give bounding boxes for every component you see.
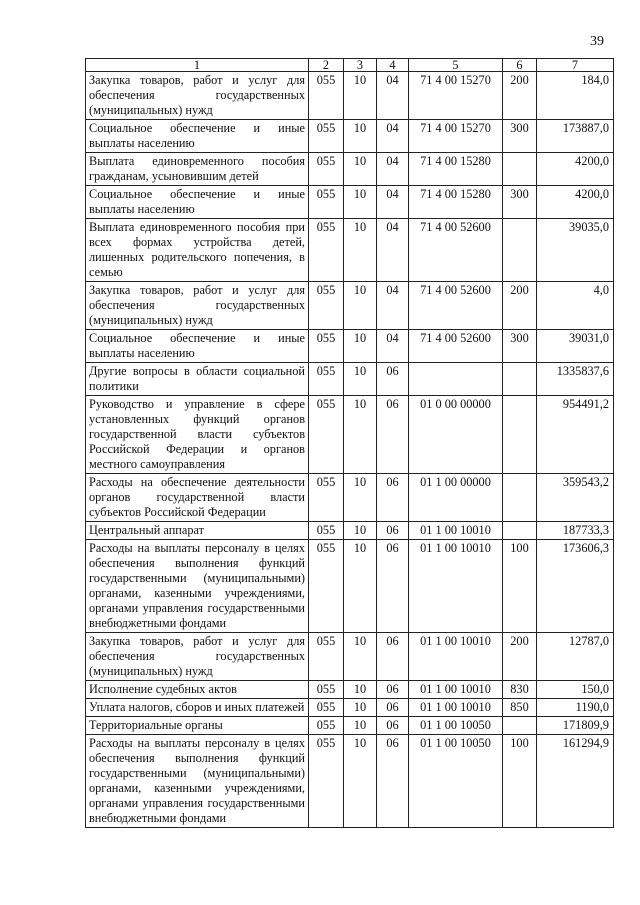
- target-article-cell: 71 4 00 15270: [409, 120, 503, 153]
- table-row: [86, 735, 614, 828]
- table-row: [86, 396, 614, 474]
- ved-code-cell: 055: [309, 330, 344, 363]
- subsection-code-cell: 04: [377, 186, 409, 219]
- header-cell: 6: [503, 59, 537, 72]
- table-row: [86, 474, 614, 522]
- section-code-cell: 10: [344, 186, 377, 219]
- amount-cell: 1190,0: [537, 699, 614, 717]
- subsection-code-cell: 06: [377, 474, 409, 522]
- table-row: [86, 330, 614, 363]
- table-row: [86, 120, 614, 153]
- expense-type-cell: 850: [503, 699, 537, 717]
- amount-cell: 359543,2: [537, 474, 614, 522]
- row-name-cell: Уплата налогов, сборов и иных платежей: [86, 699, 309, 717]
- section-code-cell: 10: [344, 120, 377, 153]
- row-name-cell: Территориальные органы: [86, 717, 309, 735]
- subsection-code-cell: 06: [377, 633, 409, 681]
- ved-code-cell: 055: [309, 717, 344, 735]
- subsection-code-cell: 04: [377, 153, 409, 186]
- expense-type-cell: 200: [503, 72, 537, 120]
- subsection-code-cell: 06: [377, 681, 409, 699]
- section-code-cell: 10: [344, 72, 377, 120]
- subsection-code-cell: 06: [377, 522, 409, 540]
- header-cell: 5: [409, 59, 503, 72]
- row-name-cell: Выплата единовременного пособия гражданам, усыновившим детей: [86, 153, 309, 186]
- section-code-cell: 10: [344, 396, 377, 474]
- target-article-cell: 71 4 00 15270: [409, 72, 503, 120]
- section-code-cell: 10: [344, 717, 377, 735]
- amount-cell: 187733,3: [537, 522, 614, 540]
- expense-type-cell: [503, 522, 537, 540]
- table-body: [86, 72, 614, 828]
- subsection-code-cell: 06: [377, 699, 409, 717]
- section-code-cell: 10: [344, 330, 377, 363]
- target-article-cell: 71 4 00 52600: [409, 330, 503, 363]
- ved-code-cell: 055: [309, 735, 344, 828]
- row-name-cell: Расходы на выплаты персоналу в целях обеспечения выполнения функций государственными (муниципальными) органами, казенными учреждениями, органами управления государственными внебюджетными фондами: [86, 540, 309, 633]
- table-row: [86, 633, 614, 681]
- amount-cell: 39031,0: [537, 330, 614, 363]
- expense-type-cell: 200: [503, 633, 537, 681]
- amount-cell: 39035,0: [537, 219, 614, 282]
- table-row: [86, 186, 614, 219]
- budget-table: [85, 58, 614, 828]
- subsection-code-cell: 04: [377, 330, 409, 363]
- table-row: [86, 681, 614, 699]
- ved-code-cell: 055: [309, 186, 344, 219]
- expense-type-cell: [503, 717, 537, 735]
- target-article-cell: 01 1 00 10010: [409, 699, 503, 717]
- subsection-code-cell: 06: [377, 396, 409, 474]
- subsection-code-cell: 06: [377, 735, 409, 828]
- subsection-code-cell: 04: [377, 120, 409, 153]
- subsection-code-cell: 04: [377, 219, 409, 282]
- expense-type-cell: 300: [503, 120, 537, 153]
- target-article-cell: 71 4 00 52600: [409, 219, 503, 282]
- row-name-cell: Центральный аппарат: [86, 522, 309, 540]
- header-row: [86, 59, 614, 72]
- header-cell: 1: [86, 59, 309, 72]
- subsection-code-cell: 04: [377, 72, 409, 120]
- target-article-cell: 01 1 00 10010: [409, 633, 503, 681]
- row-name-cell: Расходы на выплаты персоналу в целях обеспечения выполнения функций государственными (муниципальными) органами, казенными учреждениями, органами управления государственными внебюджетными фондами: [86, 735, 309, 828]
- expense-type-cell: [503, 219, 537, 282]
- section-code-cell: 10: [344, 633, 377, 681]
- target-article-cell: 01 1 00 10050: [409, 735, 503, 828]
- target-article-cell: 71 4 00 15280: [409, 186, 503, 219]
- table-row: [86, 699, 614, 717]
- section-code-cell: 10: [344, 219, 377, 282]
- expense-type-cell: 200: [503, 282, 537, 330]
- expense-type-cell: 830: [503, 681, 537, 699]
- table-row: [86, 717, 614, 735]
- target-article-cell: [409, 363, 503, 396]
- expense-type-cell: 300: [503, 330, 537, 363]
- section-code-cell: 10: [344, 699, 377, 717]
- row-name-cell: Руководство и управление в сфере установленных функций органов государственной власти субъектов Российской Федерации и органов местного самоуправления: [86, 396, 309, 474]
- amount-cell: 150,0: [537, 681, 614, 699]
- header-cell: 7: [537, 59, 614, 72]
- amount-cell: 161294,9: [537, 735, 614, 828]
- row-name-cell: Социальное обеспечение и иные выплаты населению: [86, 186, 309, 219]
- row-name-cell: Социальное обеспечение и иные выплаты населению: [86, 120, 309, 153]
- ved-code-cell: 055: [309, 72, 344, 120]
- target-article-cell: 01 0 00 00000: [409, 396, 503, 474]
- target-article-cell: 01 1 00 10010: [409, 522, 503, 540]
- amount-cell: 954491,2: [537, 396, 614, 474]
- amount-cell: 173887,0: [537, 120, 614, 153]
- row-name-cell: Выплата единовременного пособия при всех формах устройства детей, лишенных родительского попечения, в семью: [86, 219, 309, 282]
- section-code-cell: 10: [344, 540, 377, 633]
- ved-code-cell: 055: [309, 474, 344, 522]
- header-cell: 2: [309, 59, 344, 72]
- ved-code-cell: 055: [309, 396, 344, 474]
- header-cell: 4: [377, 59, 409, 72]
- subsection-code-cell: 04: [377, 282, 409, 330]
- ved-code-cell: 055: [309, 120, 344, 153]
- amount-cell: 184,0: [537, 72, 614, 120]
- expense-type-cell: [503, 396, 537, 474]
- ved-code-cell: 055: [309, 681, 344, 699]
- target-article-cell: 01 1 00 00000: [409, 474, 503, 522]
- header-cell: 3: [344, 59, 377, 72]
- subsection-code-cell: 06: [377, 363, 409, 396]
- subsection-code-cell: 06: [377, 540, 409, 633]
- section-code-cell: 10: [344, 282, 377, 330]
- target-article-cell: 71 4 00 15280: [409, 153, 503, 186]
- amount-cell: 173606,3: [537, 540, 614, 633]
- amount-cell: 4200,0: [537, 186, 614, 219]
- section-code-cell: 10: [344, 474, 377, 522]
- expense-type-cell: [503, 474, 537, 522]
- section-code-cell: 10: [344, 363, 377, 396]
- section-code-cell: 10: [344, 522, 377, 540]
- ved-code-cell: 055: [309, 153, 344, 186]
- amount-cell: 4200,0: [537, 153, 614, 186]
- target-article-cell: 01 1 00 10050: [409, 717, 503, 735]
- row-name-cell: Закупка товаров, работ и услуг для обеспечения государственных (муниципальных) нужд: [86, 72, 309, 120]
- table-row: [86, 219, 614, 282]
- expense-type-cell: [503, 153, 537, 186]
- expense-type-cell: 100: [503, 735, 537, 828]
- ved-code-cell: 055: [309, 282, 344, 330]
- ved-code-cell: 055: [309, 522, 344, 540]
- section-code-cell: 10: [344, 681, 377, 699]
- expense-type-cell: 100: [503, 540, 537, 633]
- page-number: 39: [590, 34, 604, 49]
- amount-cell: 4,0: [537, 282, 614, 330]
- ved-code-cell: 055: [309, 699, 344, 717]
- row-name-cell: Расходы на обеспечение деятельности органов государственной власти субъектов Российской Федерации: [86, 474, 309, 522]
- ved-code-cell: 055: [309, 540, 344, 633]
- amount-cell: 171809,9: [537, 717, 614, 735]
- row-name-cell: Закупка товаров, работ и услуг для обеспечения государственных (муниципальных) нужд: [86, 282, 309, 330]
- table-row: [86, 72, 614, 120]
- section-code-cell: 10: [344, 153, 377, 186]
- expense-type-cell: 300: [503, 186, 537, 219]
- table-row: [86, 540, 614, 633]
- expense-type-cell: [503, 363, 537, 396]
- table-row: [86, 363, 614, 396]
- ved-code-cell: 055: [309, 633, 344, 681]
- ved-code-cell: 055: [309, 363, 344, 396]
- amount-cell: 1335837,6: [537, 363, 614, 396]
- row-name-cell: Исполнение судебных актов: [86, 681, 309, 699]
- table-row: [86, 282, 614, 330]
- target-article-cell: 01 1 00 10010: [409, 681, 503, 699]
- target-article-cell: 71 4 00 52600: [409, 282, 503, 330]
- table-row: [86, 522, 614, 540]
- amount-cell: 12787,0: [537, 633, 614, 681]
- row-name-cell: Другие вопросы в области социальной политики: [86, 363, 309, 396]
- ved-code-cell: 055: [309, 219, 344, 282]
- section-code-cell: 10: [344, 735, 377, 828]
- target-article-cell: 01 1 00 10010: [409, 540, 503, 633]
- table-row: [86, 153, 614, 186]
- row-name-cell: Закупка товаров, работ и услуг для обеспечения государственных (муниципальных) нужд: [86, 633, 309, 681]
- row-name-cell: Социальное обеспечение и иные выплаты населению: [86, 330, 309, 363]
- subsection-code-cell: 06: [377, 717, 409, 735]
